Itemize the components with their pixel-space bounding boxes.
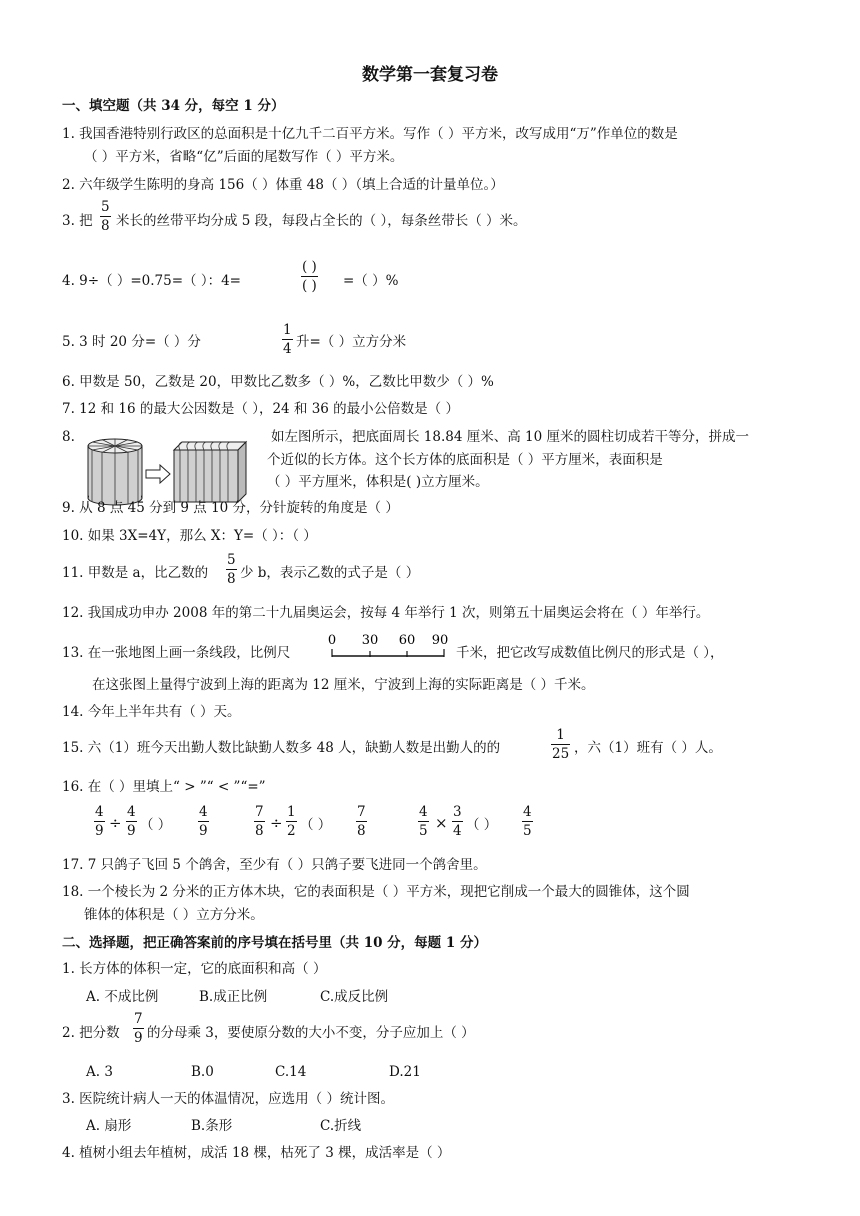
s2-q4-text: 4. 植树小组去年植树，成活 18 棵，枯死了 3 棵，成活率是（ ） [62,1145,451,1161]
numerator: 4 [199,804,208,820]
scale-label-30: 30 [361,633,379,648]
numerator: 7 [255,804,264,820]
numerator: 1 [287,804,296,820]
q1-line1: 1. 我国香港特别行政区的总面积是十亿九千二百平方米。写作（ ）平方米，改写成用“万”作单位的数是 [62,126,678,142]
cylinder-cut-illustration [84,436,250,508]
q4-fraction [301,259,318,294]
q10-text: 10. 如果 3X=4Y，那么 X：Y=（ ）：（ ） [62,528,317,544]
q2-text: 2. 六年级学生陈明的身高 156（ ）体重 48（ ）（填上合适的计量单位。） [62,177,504,193]
s2-q1-option-b: B.成正比例 [199,989,268,1005]
q16-3-middle-fraction [452,804,463,839]
q5-denominator: 4 [283,341,292,357]
q16-1-middle-fraction [126,804,137,839]
denominator: 9 [127,823,136,839]
q11-text-start: 11. 甲数是 a，比乙数的 [62,565,209,581]
q1-line2: （ ）平方米，省略“亿”后面的尾数写作（ ）平方米。 [84,149,404,165]
q16-2-middle-fraction [286,804,297,839]
q6-text: 6. 甲数是 50，乙数是 20，甲数比乙数多（ ）%，乙数比甲数少（ ）% [62,374,494,390]
q5-text-start: 5. 3 时 20 分=（ ）分 [62,334,201,350]
q16-3-left-fraction [418,804,429,839]
q8-number: 8. [62,429,75,445]
q15-numerator: 1 [556,727,565,743]
scale-label-60: 60 [398,633,416,648]
multiply-operator: × [435,814,448,832]
q8-line1: 如左图所示，把底面周长 18.84 厘米、高 10 厘米的圆柱切成若干等分，拼成一 [271,429,749,445]
q16-2-left-fraction [254,804,265,839]
denominator: 4 [453,823,462,839]
q5-numerator: 1 [283,322,292,338]
s2-q2-option-a: A. 3 [86,1064,113,1080]
scale-label-90: 90 [431,633,449,648]
denominator: 9 [199,823,208,839]
q3-text-end: 米长的丝带平均分成 5 段，每段占全长的（ ），每条丝带长（ ）米。 [116,213,527,229]
q4-denominator: ( ) [302,278,317,294]
divide-operator: ÷ [270,814,283,832]
s2-q2-option-b: B.0 [191,1064,214,1080]
s2-q3-option-c: C.折线 [320,1118,362,1134]
q11-denominator: 8 [227,571,236,587]
denominator: 8 [255,823,264,839]
denominator: 2 [287,823,296,839]
q13-line1-end: 千米，把它改写成数值比例尺的形式是（ ）， [456,645,724,661]
s2-q2-text-start: 2. 把分数 [62,1025,120,1041]
s2-q3-text: 3. 医院统计病人一天的体温情况，应选用（ ）统计图。 [62,1091,394,1107]
q15-text-start: 15. 六（1）班今天出勤人数比缺勤人数多 48 人，缺勤人数是出勤人的的 [62,740,501,756]
s2-q2-numerator: 7 [134,1011,143,1027]
q4-text-start: 4. 9÷（ ）=0.75=（ ）：4= [62,273,241,289]
s2-q2-fraction [133,1011,144,1046]
s2-q2-option-c: C.14 [275,1064,307,1080]
q4-text-end: =（ ）% [343,273,399,289]
q18-line2: 锥体的体积是（ ）立方分米。 [84,907,264,923]
s2-q3-option-a: A. 扇形 [86,1118,132,1134]
q16-1-left-fraction [94,804,105,839]
q3-fraction [100,199,111,234]
q7-text: 7. 12 和 16 的最大公因数是（ ），24 和 36 的最小公倍数是（ ） [62,401,459,417]
denominator: 9 [95,823,104,839]
q16-1-answer-blank: （ ） [140,817,172,833]
s2-q2-denominator: 9 [134,1030,143,1046]
denominator: 5 [419,823,428,839]
numerator: 4 [523,804,532,820]
q13-line2: 在这张图上量得宁波到上海的距离为 12 厘米，宁波到上海的实际距离是（ ）千米。 [92,677,595,693]
divide-operator: ÷ [109,814,122,832]
q8-line2: 个近似的长方体。这个长方体的底面积是（ ）平方厘米，表面积是 [267,452,663,468]
q11-text-end: 少 b，表示乙数的式子是（ ） [240,565,420,581]
s2-q2-option-d: D.21 [389,1064,421,1080]
numerator: 4 [419,804,428,820]
numerator: 7 [357,804,366,820]
q11-fraction [226,552,237,587]
denominator: 8 [357,823,366,839]
cuboid-icon [174,442,246,502]
q14-text: 14. 今年上半年共有（ ）天。 [62,704,241,720]
q16-1-right-fraction [198,804,209,839]
q5-text-end: 升=（ ）立方分米 [296,334,407,350]
cylinder-icon [88,439,142,505]
section1-heading: 一、填空题（共 34 分，每空 1 分） [62,98,285,114]
q3-text-start: 3. 把 [62,213,93,229]
numerator: 4 [95,804,104,820]
q4-numerator: ( ) [302,259,317,275]
s2-q1-text: 1. 长方体的体积一定，它的底面积和高（ ） [62,961,327,977]
section2-heading: 二、选择题，把正确答案前的序号填在括号里（共 10 分，每题 1 分） [62,935,487,951]
q8-line3: （ ）平方厘米，体积是( )立方厘米。 [267,474,489,490]
scale-bar [326,632,450,662]
q15-denominator: 25 [552,746,570,762]
q16-3-answer-blank: （ ） [466,817,498,833]
q18-line1: 18. 一个棱长为 2 分米的正方体木块，它的表面积是（ ）平方米，现把它削成一个最大的圆锥体，这个圆 [62,884,690,900]
q13-line1-start: 13. 在一张地图上画一条线段，比例尺 [62,645,291,661]
s2-q3-option-b: B.条形 [191,1118,233,1134]
q3-denominator: 8 [101,218,110,234]
q16-3-right-fraction [522,804,533,839]
q9-text: 9. 从 8 点 45 分到 9 点 10 分，分针旋转的角度是（ ） [62,500,399,516]
s2-q2-text-end: 的分母乘 3，要使原分数的大小不变，分子应加上（ ） [147,1025,475,1041]
numerator: 3 [453,804,462,820]
q16-text: 16. 在（ ）里填上“ > ”“ < ”“=” [62,779,266,795]
s2-q1-option-c: C.成反比例 [320,989,389,1005]
q12-text: 12. 我国成功申办 2008 年的第二十九届奥运会，按每 4 年举行 1 次，则第五十届奥运会将在（ ）年举行。 [62,605,710,621]
q16-2-answer-blank: （ ） [300,817,332,833]
arrow-right-icon [146,465,170,483]
scale-label-0: 0 [327,633,337,648]
s2-q1-option-a: A. 不成比例 [86,989,159,1005]
q3-numerator: 5 [101,199,110,215]
denominator: 5 [523,823,532,839]
q17-text: 17. 7 只鸽子飞回 5 个鸽舍，至少有（ ）只鸽子要飞进同一个鸽舍里。 [62,857,487,873]
q11-numerator: 5 [227,552,236,568]
q5-fraction [282,322,293,357]
q16-2-right-fraction [356,804,367,839]
page-title: 数学第一套复习卷 [362,65,498,85]
numerator: 4 [127,804,136,820]
q15-fraction [551,727,570,762]
q15-text-end: ，六（1）班有（ ）人。 [574,740,722,756]
